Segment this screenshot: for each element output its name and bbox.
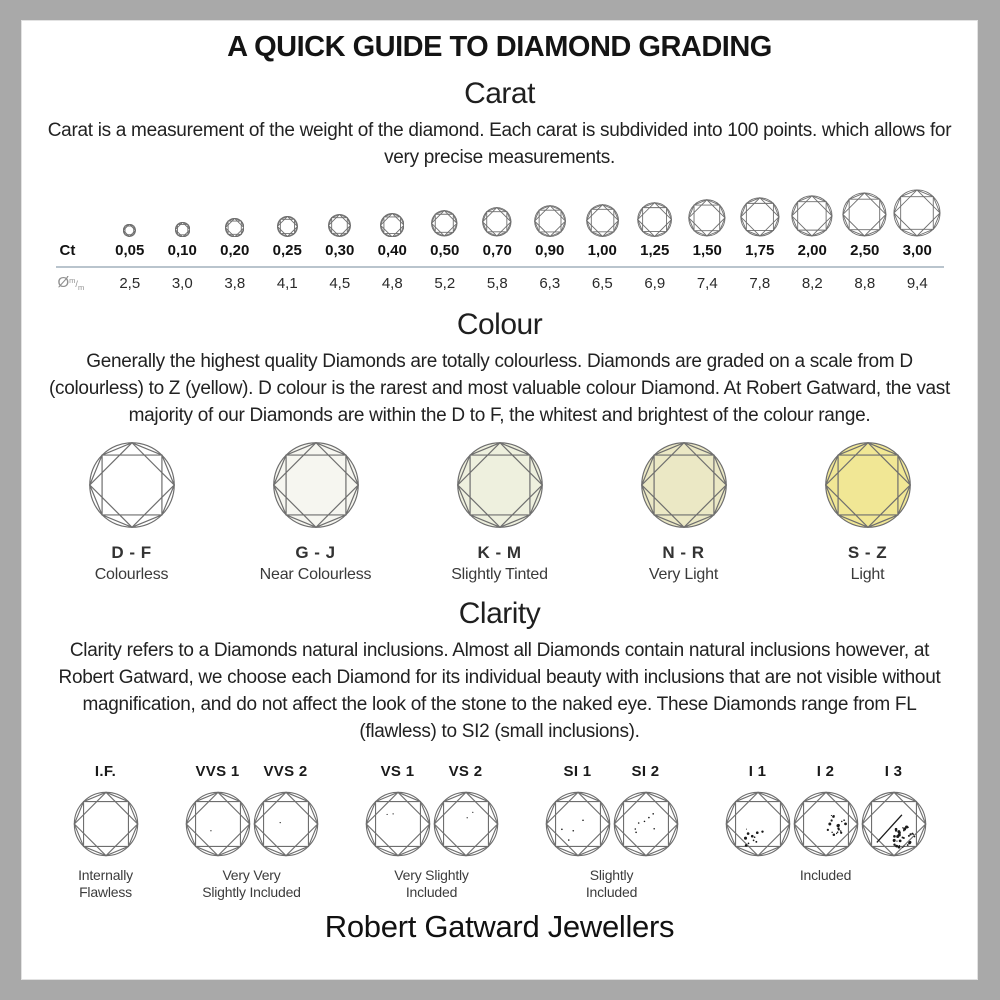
- colour-description: Generally the highest quality Diamonds are totally colourless. Diamonds are graded on a scale from D (colourless) to Z (yellow). D colour is the rarest and most valuable colour Diamond. At Robert Gatward, the vast majority of our Diamonds are within the D to F, the whitest and brightest of the colour range.: [49, 351, 950, 426]
- diameter-value: 8,2: [801, 274, 823, 292]
- diamond-clarity-icon: [545, 791, 611, 857]
- clarity-gems: [73, 763, 139, 857]
- diameter-value: 2,5: [119, 274, 141, 292]
- colour-grade-name: Near Colourless: [259, 566, 372, 583]
- diamond-size-icon: [261, 216, 314, 237]
- diameter-value: 3,8: [224, 274, 246, 292]
- page-title: A QUICK GUIDE TO DIAMOND GRADING: [227, 31, 772, 63]
- carat-description: Carat is a measurement of the weight of the diamond. Each carat is subdivided into 100 points. which allows for very precise measurements.: [47, 120, 952, 168]
- clarity-caption-line: Very Slightly: [394, 867, 469, 883]
- diamond-size-icon: [681, 199, 734, 237]
- colour-grade-range: D - F: [111, 543, 152, 562]
- clarity-caption-line: Slightly: [589, 867, 634, 883]
- clarity-caption-line: Slightly Included: [202, 884, 301, 900]
- carat-value: 0,40: [377, 241, 407, 259]
- clarity-item: [365, 763, 431, 857]
- diamond-clarity-icon: [793, 791, 859, 857]
- clarity-item: [185, 763, 251, 857]
- clarity-grade-label: VVS 2: [263, 763, 308, 780]
- diamond-size-icon: [419, 210, 472, 237]
- carat-value: 3,00: [902, 241, 932, 259]
- diamond-size-icon: [839, 192, 892, 237]
- clarity-caption: [185, 867, 319, 901]
- clarity-grade-label: VS 2: [448, 763, 483, 780]
- carat-value: 2,00: [797, 241, 827, 259]
- diameter-value: 4,1: [276, 274, 298, 292]
- diamond-size-icon: [576, 204, 629, 237]
- diamond-clarity-icon: [613, 791, 679, 857]
- colour-grade-range: G - J: [295, 543, 336, 562]
- clarity-item: [253, 763, 319, 857]
- diamond-colour-icon: [608, 441, 760, 529]
- clarity-item: [725, 763, 791, 857]
- clarity-group: [185, 763, 319, 901]
- clarity-gems: [545, 763, 679, 857]
- diameter-value: 7,8: [749, 274, 771, 292]
- diamond-clarity-icon: [365, 791, 431, 857]
- colour-grade: [608, 441, 760, 584]
- carat-value: 0,70: [482, 241, 512, 259]
- diameter-unit-bottom: m: [77, 282, 85, 292]
- clarity-group: [545, 763, 679, 901]
- carat-value: 1,25: [640, 241, 670, 259]
- diamond-colour-icon: [792, 441, 944, 529]
- clarity-grade-label: I 3: [884, 763, 903, 780]
- clarity-grade-label: I 2: [816, 763, 835, 780]
- clarity-grade-label: SI 1: [563, 763, 592, 780]
- colour-grade-name: Colourless: [94, 566, 169, 583]
- diameter-value: 6,9: [644, 274, 666, 292]
- diamond-clarity-icon: [253, 791, 319, 857]
- diameter-value: 4,8: [381, 274, 403, 292]
- diameter-value: 3,0: [171, 274, 193, 292]
- section-carat: [21, 77, 978, 295]
- diamond-size-icon: [366, 213, 419, 237]
- diamond-size-icon: [786, 195, 839, 237]
- diameter-value: 6,3: [539, 274, 561, 292]
- carat-value: 0,90: [535, 241, 565, 259]
- colour-grade: [792, 441, 944, 584]
- diameter-value: 4,5: [329, 274, 351, 292]
- clarity-item: [73, 763, 139, 857]
- colour-grade: [56, 441, 208, 584]
- clarity-item: [861, 763, 927, 857]
- diamond-clarity-icon: [861, 791, 927, 857]
- diamond-size-icon: [314, 214, 367, 237]
- colour-grade: [240, 441, 392, 584]
- carat-value: 0,25: [272, 241, 302, 259]
- colour-grade-range: S - Z: [847, 543, 888, 562]
- colour-grade-range: N - R: [662, 543, 705, 562]
- diameter-value: 5,8: [486, 274, 508, 292]
- clarity-caption-line: Included: [585, 884, 638, 900]
- clarity-grade-label: I.F.: [94, 763, 117, 780]
- clarity-band: [21, 763, 978, 901]
- clarity-caption: [365, 867, 499, 901]
- colour-grade-name: Light: [850, 566, 885, 583]
- clarity-caption-line: Internally: [78, 867, 133, 883]
- diamond-size-icon: [471, 207, 524, 237]
- carat-value: 0,05: [115, 241, 145, 259]
- clarity-grade-label: SI 2: [631, 763, 660, 780]
- clarity-gems: [725, 763, 927, 857]
- diameter-unit-top: m: [69, 276, 76, 286]
- page-frame: [21, 20, 978, 980]
- diamond-clarity-icon: [725, 791, 791, 857]
- clarity-caption: [545, 867, 679, 901]
- diameter-value: 7,4: [696, 274, 718, 292]
- clarity-caption-line: Included: [799, 867, 852, 883]
- carat-value: 0,50: [430, 241, 460, 259]
- carat-row-label: Ct: [59, 241, 76, 259]
- clarity-heading: Clarity: [458, 597, 541, 630]
- colour-grade-range: K - M: [477, 543, 522, 562]
- colour-row: [21, 441, 978, 584]
- clarity-gems: [185, 763, 319, 857]
- clarity-grade-label: I 1: [748, 763, 767, 780]
- diamond-size-icon: [156, 222, 209, 237]
- clarity-caption-line: Included: [405, 884, 458, 900]
- diamond-size-icon: [734, 197, 787, 237]
- clarity-caption-line: Flawless: [79, 884, 132, 900]
- diameter-row-label: $Ø^m/_m$: [57, 274, 85, 292]
- carat-table: [56, 179, 944, 295]
- footer-brand: Robert Gatward Jewellers: [324, 909, 675, 944]
- clarity-description: Clarity refers to a Diamonds natural inclusions. Almost all Diamonds contain natural inclusions however, at Robert Gatward, we choose each Diamond for its individual beauty with inclusions that are not visible without magnification, and do not affect the look of the stone to the naked eye. These Diamonds range from FL (flawless) to SI2 (small inclusions).: [58, 640, 941, 742]
- diamond-clarity-icon: [185, 791, 251, 857]
- carat-heading: Carat: [464, 77, 535, 110]
- carat-value: 0,10: [167, 241, 197, 259]
- carat-value: 2,50: [850, 241, 880, 259]
- diameter-symbol: Ø: [57, 274, 70, 292]
- diamond-size-icon: [104, 224, 157, 237]
- clarity-item: [613, 763, 679, 857]
- colour-grade: [424, 441, 576, 584]
- diameter-value: 6,5: [591, 274, 613, 292]
- carat-value: 1,00: [587, 241, 617, 259]
- carat-divider-line: [56, 266, 944, 268]
- colour-heading: Colour: [456, 308, 543, 341]
- diamond-size-icon: [524, 205, 577, 237]
- diameter-value: 8,8: [854, 274, 876, 292]
- clarity-group: [73, 763, 139, 901]
- section-clarity: [21, 597, 978, 901]
- diameter-value: 9,4: [906, 274, 928, 292]
- colour-grade-name: Very Light: [648, 566, 719, 583]
- clarity-caption: [725, 867, 927, 884]
- carat-value: 1,75: [745, 241, 775, 259]
- clarity-item: [433, 763, 499, 857]
- clarity-group: [725, 763, 927, 884]
- clarity-grade-label: VVS 1: [195, 763, 240, 780]
- diamond-colour-icon: [56, 441, 208, 529]
- carat-value: 1,50: [692, 241, 722, 259]
- carat-value: 0,20: [220, 241, 250, 259]
- diamond-size-icon: [209, 218, 262, 237]
- diamond-size-icon: [629, 202, 682, 237]
- diameter-value: 5,2: [434, 274, 456, 292]
- diamond-clarity-icon: [73, 791, 139, 857]
- clarity-gems: [365, 763, 499, 857]
- clarity-group: [365, 763, 499, 901]
- diamond-colour-icon: [240, 441, 392, 529]
- clarity-caption-line: Very Very: [222, 867, 281, 883]
- diamond-colour-icon: [424, 441, 576, 529]
- diamond-clarity-icon: [433, 791, 499, 857]
- clarity-grade-label: VS 1: [380, 763, 415, 780]
- carat-value: 0,30: [325, 241, 355, 259]
- colour-grade-name: Slightly Tinted: [451, 566, 548, 583]
- diamond-size-icon: [891, 189, 944, 237]
- section-colour: [21, 308, 978, 584]
- clarity-item: [793, 763, 859, 857]
- clarity-item: [545, 763, 611, 857]
- clarity-caption: [73, 867, 139, 901]
